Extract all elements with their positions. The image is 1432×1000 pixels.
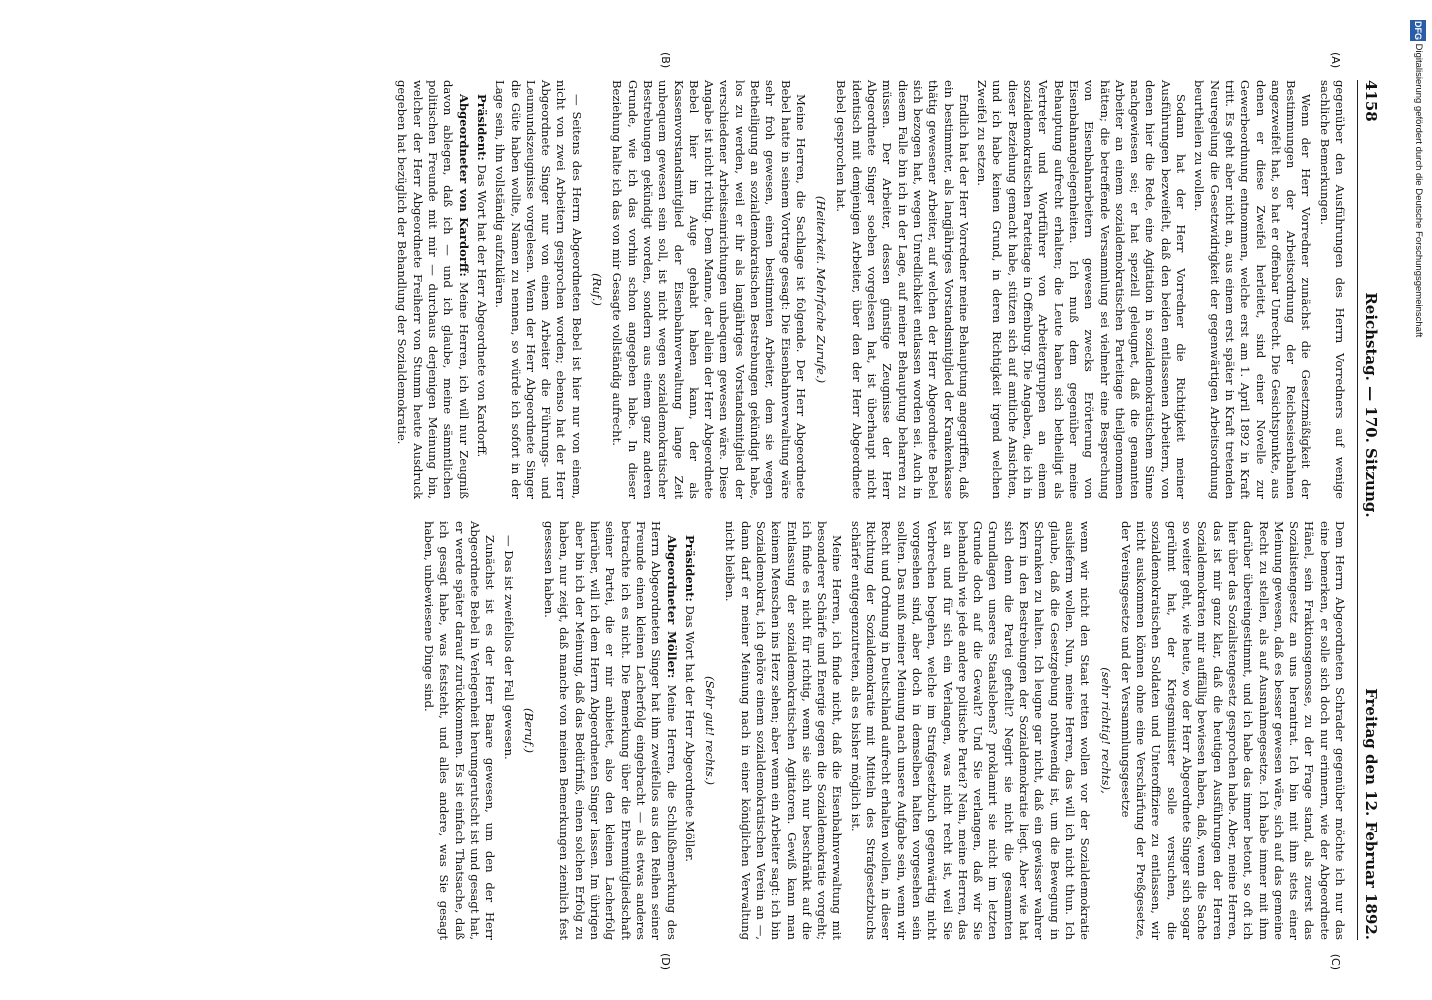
page-header bbox=[1357, 80, 1380, 940]
speaker-name: Präsident: bbox=[682, 535, 697, 602]
speaker-name: Abgeordneter von Kardorff: bbox=[456, 94, 471, 277]
speech-text: Meine Herren, ich will nur Zeugniß davon ablegen, daß ich — und ich glaube, meine sämmtlichen politischen Freunde mit mir — durchaus derjenigen Meinung bin, welcher der Herr Abgeordnete Freiherr von Stumm heute Ausdruck gegeben hat bezüglich der Behandlung der Sozialdemokratie. bbox=[395, 80, 471, 499]
paragraph: — Das ist zweifellos der Fall gewesen. bbox=[501, 535, 516, 760]
paragraph: Meine Herren, ich finde nicht, daß die Eisenbahnverwaltung mit besonderer Schärfe und Energie gegen die Sozialdemokratie vorgeht; ich finde es nicht für richtig, wenn sie sich nur beschränkt auf die Entlassung der sozialdemokratischen Agitatoren. Gewiß kann man keinem Menschen ins Herz sehen; aber wenn ein Arbeiter sagt: ich bin Sozialdemokrat, ich gehöre einem sozialdemokratischen Verein an —, dann darf er meiner Meinung nach in einer königlichen Verwaltung nicht bleiben. bbox=[723, 521, 845, 940]
page-title: Reichstag. — 170. Sitzung. bbox=[1362, 292, 1380, 518]
stage-direction: (Beruf.) bbox=[521, 708, 536, 753]
stage-direction: (sehr richtig! rechts), bbox=[1098, 667, 1113, 794]
paragraph: Zunächst ist es der Herr Baare gewesen, um den der Herr Abgeordnete Bebel in Verlegenheit herumgerutscht ist und gesagt hat, er werde später darauf zurückkommen. Es ist einfach Thatsache, daß ich gesagt habe, was feststeht, und alles andere, was Sie gesagt haben, unbewiesene Dinge sind. bbox=[422, 521, 498, 940]
right-column bbox=[117, 521, 1347, 940]
speaker-name: Abgeordneter Möller: bbox=[664, 535, 679, 679]
digitization-text: Digitalisierung gefördert durch die Deutsche Forschungsgemeinschaft bbox=[1413, 43, 1424, 338]
margin-marker-b: (B) bbox=[659, 52, 672, 69]
paragraph: Endlich hat der Herr Vorredner meine Behauptung angegriffen, daß ein bestimmter, als langjähriges Vorstandsmitglied der Krankenkasse thätig gewesener Arbeiter, auf welchen der Herr Abgeordnete Bebel sich bezogen hat, wegen Unredlichkeit entlassen worden sei. Auch in diesem Falle bin ich in der Lage, auf meiner Behauptung beharren zu müssen. Der Arbeiter, dessen günstige Zeugnisse der Herr Abgeordnete Singer soeben vorgelesen hat, ist überhaupt nicht identisch mit demjenigen Arbeiter, über den der Herr Abgeordnete Bebel gesprochen hat. bbox=[834, 80, 971, 499]
paragraph: Sodann hat der Herr Vorredner die Richtigkeit meiner Ausführungen bezweifelt, daß den beiden entlassenen Arbeitern, von denen hier die Rede, eine Agitation in sozialdemokratischem Sinne nachgewiesen sei; er hat speziell geleugnet, daß die genannten Arbeiter an einem sozialdemokratischen Parteitage theilgenommen hätten; die betreffende Versammlung sei vielmehr eine Besprechung von Eisenbahnarbeitern gewesen zwecks Erörterung von Eisenbahnangelegenheiten. Ich muß dem gegenüber meine Behauptung aufrecht erhalten; die Leute haben sich betheiligt als Vertreter und Wortführer von Arbeitergruppen an einem sozialdemokratischen Parteitage in Offenburg. Die Angaben, die ich in dieser Beziehung gemacht habe, stützen sich auf amtliche Ansichten, und ich habe keinen Grund, in deren Richtigkeit irgend welchen Zweifel zu setzen. bbox=[975, 80, 1189, 499]
paragraph: gegenüber den Ausführungen des Herrn Vorredners auf wenige sachliche Bemerkungen. bbox=[1317, 80, 1347, 499]
left-column bbox=[117, 80, 1347, 499]
paragraph: Dem Herrn Abgeordneten Schrader gegenüber möchte ich nur das eine bemerken, er solle sich doch nur erinnern, wie der Abgeordnete Hänel, sein Fraktionsgenosse, zu der Frage stand, als zuerst das Sozialistengesetz an uns herantrat. Ich bin mit ihm stets einer Meinung gewesen, daß es besser gewesen wäre, sich auf das gemeine Recht zu stellen, als auf Ausnahmegesetze. Ich habe immer mit ihm darüber übereingestimmt, und ich habe das immer betont, so oft ich hier über das Sozialistengesetz gesprochen habe. Aber, meine Herren, das ist mir ganz klar, daß die heutigen Ausführungen der Herren Sozialdemokraten mir auffällig bewiesen haben, daß, wenn die Sache so weiter geht, wie heute, wo der Herr Abgeordnete Singer sich sogar gerühmt hat, der Kriegsminister solle versuchen, die sozialdemokratischen Soldaten und Unteroffiziere zu entlassen, wir nicht auskommen können ohne eine Verschärfung der Preßgesetze, der Vereinsgesetze und der Versammlungsgesetze bbox=[1118, 521, 1347, 940]
stage-direction: (Ruf.) bbox=[590, 273, 605, 306]
paragraph: wenn wir nicht den Staat retten wollen vor der Sozialdemokratie auslieferm wollen. Nun, meine Herren, das will ich nicht thun. Ich glaube, daß die Gesetzgebung nothwendig ist, um die Bewegung in Schranken zu halten. Ich leugne gar nicht, daß ein gewisser wahrer Kern in den Bestrebungen der Sozialdemokratie liegt. Aber wie hat sich denn die Partei geftellt? Negirt sie nicht die gesammten Grundlagen unseres Staatslebens? proklamirt sie nicht im letzten Grunde doch auf die Gewalt? Und Sie verlangen, daß wir Sie behandeln wie jede andere politische Partei? Nein, meine Herren, das ist an und für sich ein Verlangen, was nicht recht ist, weil Sie Verbrechen begehen, welche im Strafgesetzbuch gegenwärtig nicht vorgesehen sind, aber doch in demselben halten vorgesehen sein sollten. Das muß meiner Meinung nach unsere Aufgabe sein, wenn wir Recht und Ordnung in Deutschland aufrecht erhalten wollen, in dieser Richtung der Sozialdemokratie mit Mitteln des Strafgesetzbuchs schärfer entgegenzutreten, als es bisher möglich ist. bbox=[848, 521, 1093, 940]
stage-direction: (Heiterkeit. Mehrfache Zurufe.) bbox=[814, 195, 829, 384]
speech-text: Das Wort hat der Herr Abgeordnete Möller. bbox=[682, 601, 697, 862]
margin-marker-c: (C) bbox=[1329, 953, 1342, 970]
digitization-credit bbox=[1410, 20, 1426, 337]
text-columns bbox=[117, 80, 1347, 940]
speaker-name: Präsident: bbox=[474, 94, 489, 161]
page-number: 4158 bbox=[1362, 80, 1380, 122]
paragraph bbox=[682, 521, 697, 940]
speech-text: Das Wort hat der Herr Abgeordnete von Kardorff. bbox=[474, 160, 489, 458]
paragraph: Wenn der Herr Vorredner zunächst die Gesetzmäßigkeit der Bestimmungen der Arbeitsordnung der Reichseisenbahnen angezweifelt hat, so hat er offenbar Unrecht. Die Gesichtspunkte, aus denen er diese Zweifel herleitet, sind einer Novelle zur Gewerbeordnung entnommen, welche erst am 1. April 1892 in Kraft tritt. Es geht aber nicht an, aus einem erst später in Kraft tretenden Neuregelung die Gesetzwidrigkeit der gegenwärtigen Arbeitsordnung beurtheilen zu wollen. bbox=[1192, 80, 1314, 499]
paragraph bbox=[474, 80, 489, 499]
paragraph: — Seitens des Herrn Abgeordneten Bebel ist hier nur von einem, nicht von zwei Arbeitern gesprochen worden; ebenso hat der Herr Abgeordnete Singer nur von einem Arbeiter die Führungs- und Leumundszeugnisse vorgelesen. Wenn der Herr Abgeordnete Singer die Güte haben wollte, Namen zu nennen, so würde ich sofort in der Lage sein, ihn vollständig aufzuklären. bbox=[493, 80, 584, 499]
paragraph bbox=[394, 80, 470, 499]
margin-marker-a: (A) bbox=[1329, 52, 1342, 69]
dfg-logo: DFG bbox=[1410, 20, 1426, 41]
paragraph bbox=[541, 521, 679, 940]
margin-marker-d: (D) bbox=[659, 952, 672, 970]
paragraph: Meine Herren, die Sachlage ist folgende. Der Herr Abgeordnete Bebel hatte in seinem Vortrage gesagt: Die Eisenbahnverwaltung wäre sehr froh gewesen, einen bestimmten Arbeiter, dem sie wegen Betheiligung an sozialdemokratischen Bestrebungen gekündigt habe, los zu werden, weil er ihr als langjähriges Vorstandsmitglied der verschiedener Arbeitseinrichtungen unbequem gewesen wäre. Diese Angabe ist nicht richtig. Dem Manne, der allein der Herr Abgeordnete Bebel hier im Auge gehabt haben kann, der als Kassenvorstandsmitglied der Eisenbahnverwaltung lange Zeit unbequem gewesen sein soll, ist nicht wegen sozialdemokratischer Bestrebungen gekündigt worden, sondern aus einem ganz anderen Grunde, wie ich das vorhin schon angegeben habe. In dieser Beziehung halte ich das von mir Gesagte vollständig aufrecht. bbox=[610, 80, 808, 499]
stage-direction: (Sehr gut! rechts.) bbox=[703, 675, 718, 786]
speech-text: Meine Herren, die Schlußbemerkung des Herrn Abgeordneten Singer hat ihm zweifellos aus den Reihen seiner Freunde einen kleinen Lacherfolg eingebracht — als etwas anderes betrachte ich es nicht. Die Bemerkung über die Ehrenmitgliedschaft seiner Partei, die er mir anbietet, also den kleinen Lacherfolg hierüber, will ich dem Herrn Abgeordneten Singer lassen. Im übrigen aber bin ich der Meinung, daß das Bedürfniß, einen solchen Erfolg zu haben, nur zeigt, daß manche von meinen Bemerkungen ziemlich fest gesessen haben. bbox=[542, 521, 679, 940]
page-date: Freitag den 12. Februar 1892. bbox=[1362, 688, 1380, 940]
